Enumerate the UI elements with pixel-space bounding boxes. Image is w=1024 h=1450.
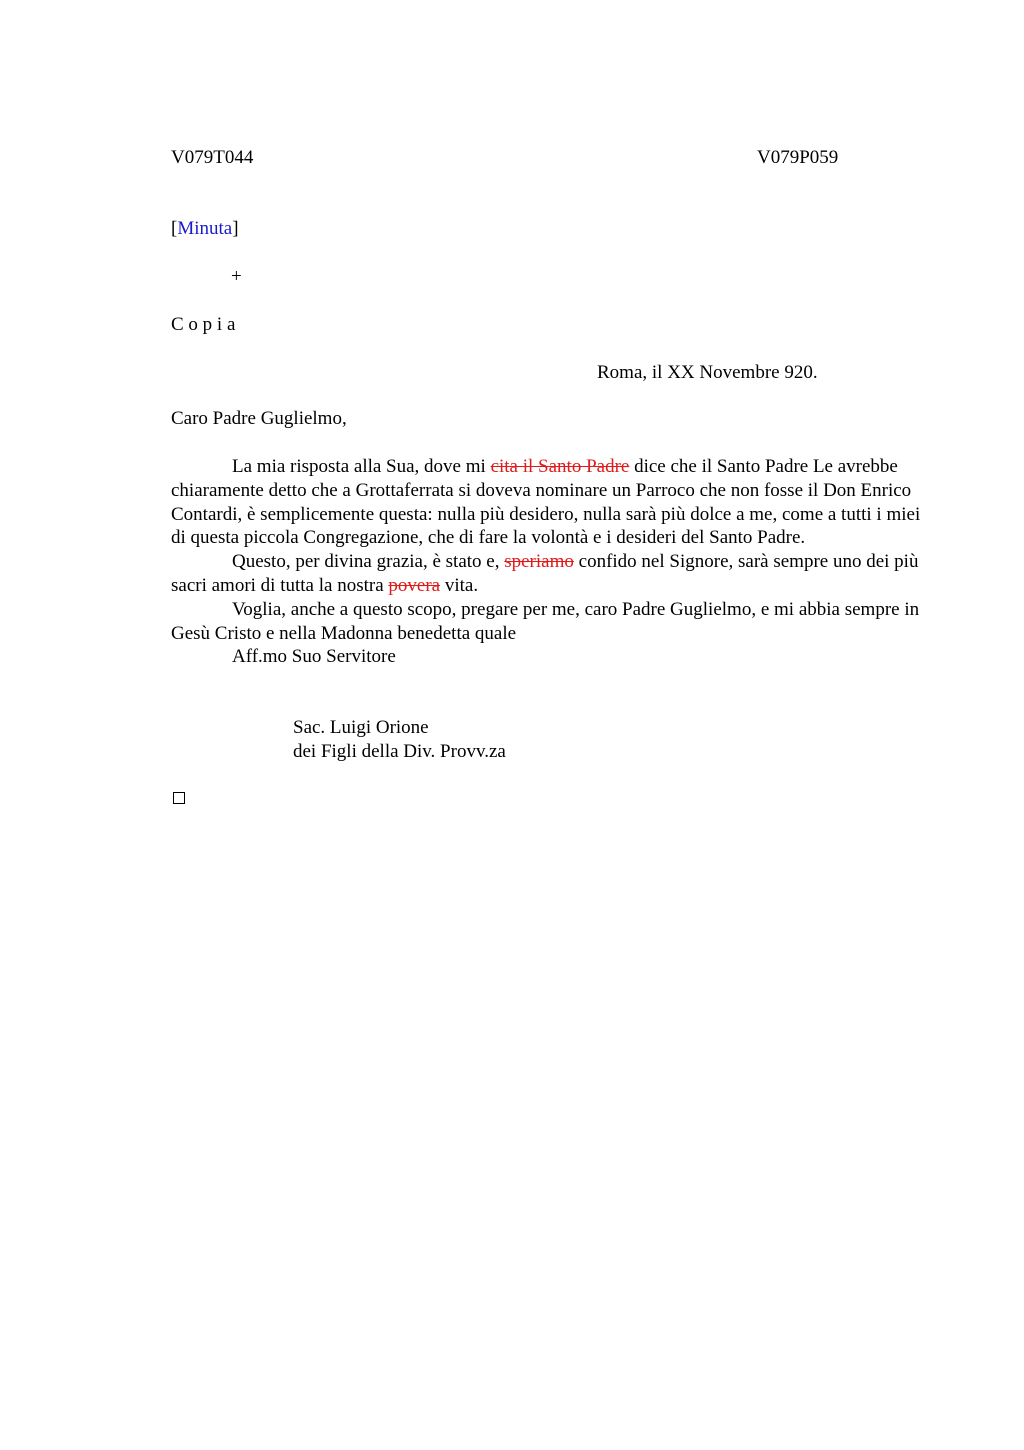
paragraph-3: Voglia, anche a questo scopo, pregare per me, caro Padre Guglielmo, e mi abbia sempre in Gesù Cristo e nella Madonna benedetta quale xyxy=(171,598,920,644)
p1-text-after: dice che il Santo Padre Le avrebbe chiaramente detto che a Grottaferrata si doveva nominare un Parroco che non fosse il Don Enrico Contardi, è semplicemente questa: nulla più desidero, nulla sarà più dolce a me, come a tutti i miei di questa piccola Congregazione, che di fare la volontà e i desideri del Santo Padre. xyxy=(171,456,921,549)
date-line: Roma, il XX Novembre 920. xyxy=(597,362,818,383)
copia-label: C o p i a xyxy=(171,314,236,335)
p2-deleted-text-1: speriamo xyxy=(504,551,574,573)
closing-line: Aff.mo Suo Servitore xyxy=(232,646,396,668)
minuta-close-bracket: ] xyxy=(232,218,239,239)
signature-name: Sac. Luigi Orione xyxy=(293,717,429,738)
p1-deleted-text: cita il Santo Padre xyxy=(490,456,630,477)
p2-deleted-text-2: povera xyxy=(388,574,441,596)
minuta-open-bracket: [ xyxy=(171,218,178,239)
p2-text-before: Questo, per divina grazia, è stato e, xyxy=(232,551,505,573)
p1-text-before: La mia risposta alla Sua, dove mi xyxy=(232,456,491,477)
document-code-right: V079P059 xyxy=(757,147,839,168)
p2-text-middle: confido nel Signore, sarà sempre uno dei più sacri amori di tutta la nostra xyxy=(171,551,919,596)
salutation: Caro Padre Guglielmo, xyxy=(171,408,347,429)
paragraph-1 xyxy=(171,455,931,550)
end-square-icon xyxy=(173,792,185,804)
p2-text-after: vita. xyxy=(440,574,479,596)
cross-symbol: + xyxy=(231,266,242,287)
signature-affiliation: dei Figli della Div. Provv.za xyxy=(293,741,506,762)
document-code-left: V079T044 xyxy=(171,147,254,168)
paragraph-2 xyxy=(171,550,931,598)
minuta-label xyxy=(171,217,239,241)
minuta-text: Minuta xyxy=(177,218,233,239)
letter-body xyxy=(171,455,931,669)
